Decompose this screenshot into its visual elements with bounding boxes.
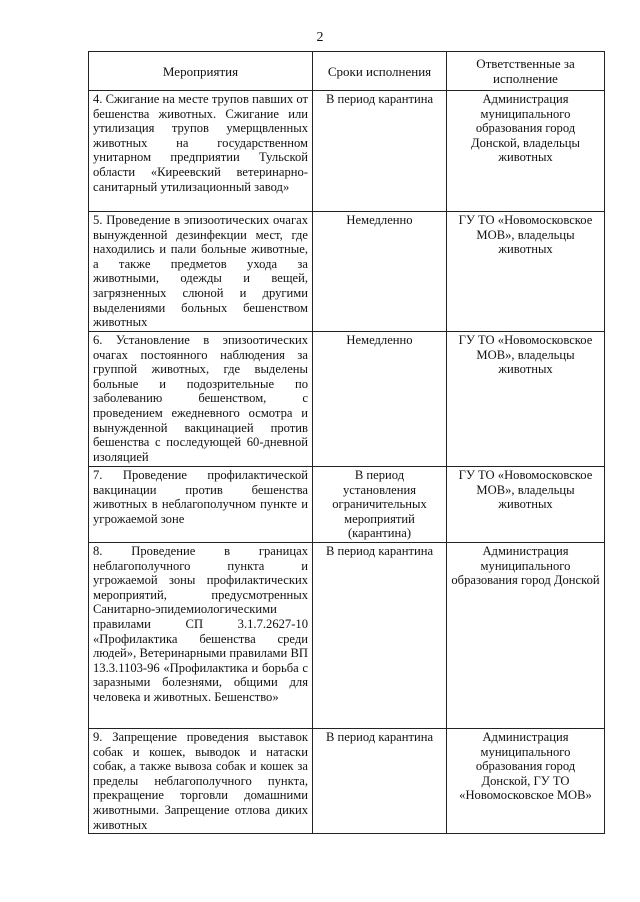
table-row [89,332,605,467]
table-row [89,728,605,833]
cell-term: В период карантина [313,91,447,212]
cell-action: 8. Проведение в границах неблагополучного пункта и угрожаемой зоны профилактических мероприятий, предусмотренных Санитарно-эпидемиологическими правилами СП 3.1.7.2627-10 «Профилактика бешенства среди людей», Ветеринарными правилами ВП 13.3.1103-96 «Профилактика и борьба с заразными болезнями, общими для человека и животных. Бешенство» [89,542,313,728]
cell-responsible: ГУ ТО «Новомосковское МОВ», владельцы животных [447,332,605,467]
cell-term: В период карантина [313,542,447,728]
cell-responsible: Администрация муниципального образования город Донской, ГУ ТО «Новомосковское МОВ» [447,728,605,833]
cell-responsible: ГУ ТО «Новомосковское МОВ», владельцы животных [447,212,605,332]
cell-term: В период установления ограничительных мероприятий (карантина) [313,467,447,543]
cell-term: Немедленно [313,212,447,332]
table-row [89,467,605,543]
cell-action: 9. Запрещение проведения выставок собак и кошек, выводок и натаски собак, а также вывоза собак и кошек за пределы неблагополучного пункта, прекращение торговли домашними животными. Запрещение отлова диких животных [89,728,313,833]
page-number: 2 [316,30,324,45]
cell-term: Немедленно [313,332,447,467]
table-row [89,212,605,332]
header-responsible: Ответственные за исполнение [447,52,605,91]
cell-action: 5. Проведение в эпизоотических очагах вынужденной дезинфекции мест, где находились и пали больные животные, а также предметов ухода за животными, одежды и вещей, загрязненных слюной и другими выделениями больных бешенством животных [89,212,313,332]
table-row [89,91,605,212]
table-row [89,542,605,728]
cell-action: 7. Проведение профилактической вакцинации против бешенства животных в неблагополучном пункте и угрожаемой зоне [89,467,313,543]
header-terms: Сроки исполнения [313,52,447,91]
cell-responsible: Администрация муниципального образования город Донской [447,542,605,728]
measures-table [88,51,605,834]
cell-action: 6. Установление в эпизоотических очагах постоянного наблюдения за группой животных, где выделены больные и подозрительные по заболеванию бешенством, с проведением ежедневного осмотра и вынужденной вакцинацией против бешенства с последующей 60-дневной изоляцией [89,332,313,467]
header-actions: Мероприятия [89,52,313,91]
cell-term: В период карантина [313,728,447,833]
cell-action: 4. Сжигание на месте трупов павших от бешенства животных. Сжигание или утилизация трупов умерщвленных животных на государственном унитарном предприятии Тульской области «Киреевский ветеринарно-санитарный утилизационный завод» [89,91,313,212]
table-header-row [89,52,605,91]
cell-responsible: Администрация муниципального образования город Донской, владельцы животных [447,91,605,212]
cell-responsible: ГУ ТО «Новомосковское МОВ», владельцы животных [447,467,605,543]
